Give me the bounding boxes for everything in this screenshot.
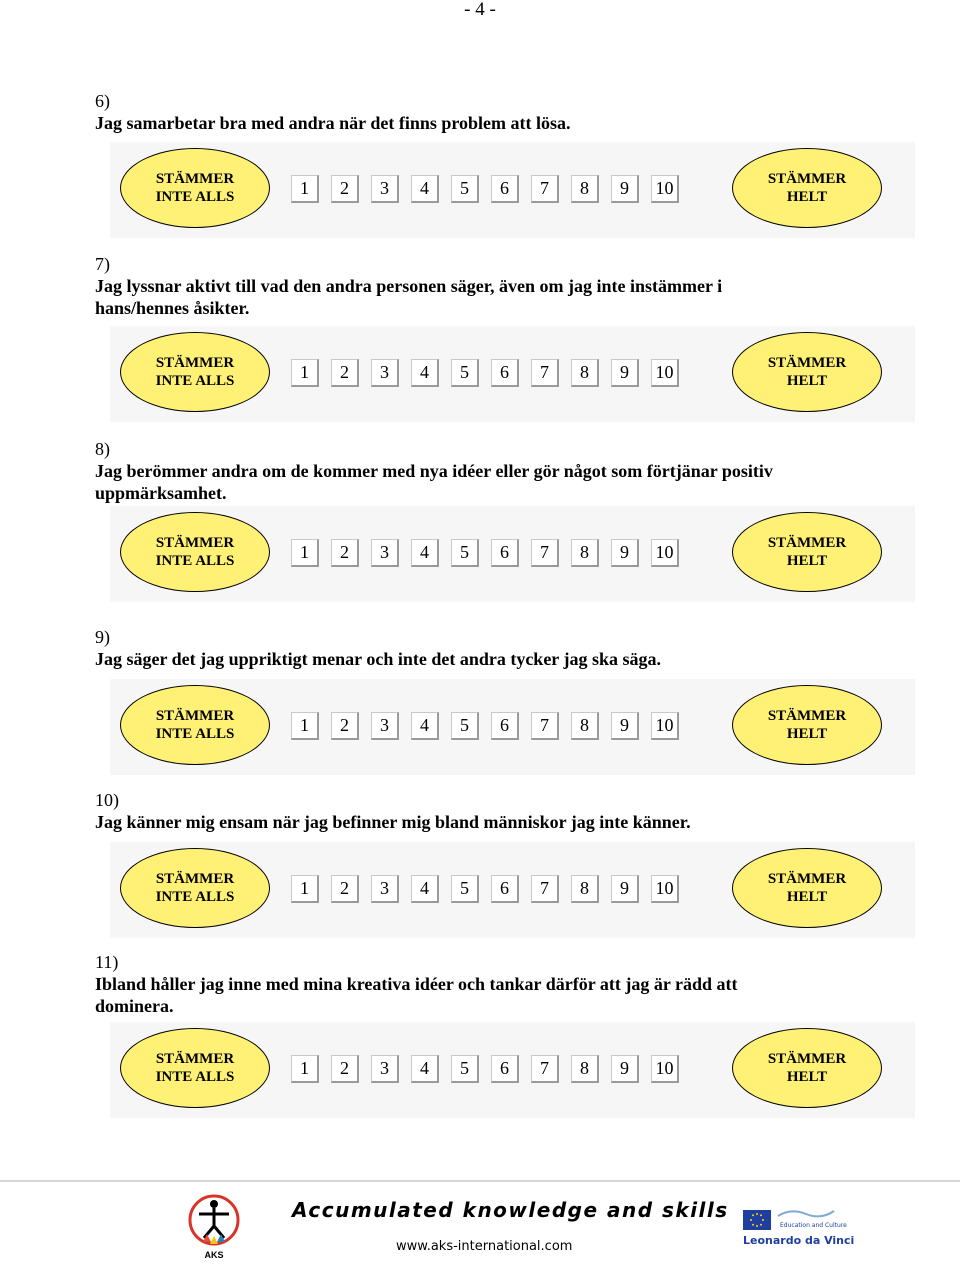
rating-scale-8 [110, 506, 915, 602]
score-8[interactable]: 8 [571, 359, 599, 387]
leonardo-logo-mark [776, 1208, 836, 1218]
score-10[interactable]: 10 [651, 539, 679, 567]
score-8[interactable]: 8 [571, 1055, 599, 1083]
score-2[interactable]: 2 [331, 359, 359, 387]
question-text-continued: hans/hennes åsikter. [95, 298, 250, 318]
score-6[interactable]: 6 [491, 359, 519, 387]
question-11 [95, 951, 865, 1017]
score-3[interactable]: 3 [371, 539, 399, 567]
question-number: 9) [95, 627, 110, 647]
agree-label: STÄMMER HELT [732, 332, 882, 412]
score-options [291, 875, 679, 903]
agree-label: STÄMMER HELT [732, 512, 882, 592]
score-3[interactable]: 3 [371, 359, 399, 387]
disagree-label: STÄMMER INTE ALLS [120, 685, 270, 765]
score-1[interactable]: 1 [291, 359, 319, 387]
score-6[interactable]: 6 [491, 875, 519, 903]
disagree-label: STÄMMER INTE ALLS [120, 512, 270, 592]
score-9[interactable]: 9 [611, 875, 639, 903]
score-10[interactable]: 10 [651, 875, 679, 903]
footer-title: Accumulated knowledge and skills [292, 1198, 729, 1222]
disagree-label: STÄMMER INTE ALLS [120, 148, 270, 228]
score-10[interactable]: 10 [651, 175, 679, 203]
aks-logo [185, 1192, 243, 1262]
agree-label: STÄMMER HELT [732, 1028, 882, 1108]
score-2[interactable]: 2 [331, 1055, 359, 1083]
agree-label: STÄMMER HELT [732, 848, 882, 928]
score-6[interactable]: 6 [491, 175, 519, 203]
question-text-continued: dominera. [95, 996, 174, 1016]
question-8 [95, 438, 865, 504]
score-10[interactable]: 10 [651, 1055, 679, 1083]
question-number: 11) [95, 952, 119, 972]
score-9[interactable]: 9 [611, 359, 639, 387]
score-options [291, 175, 679, 203]
question-text: Jag lyssnar aktivt till vad den andra personen säger, även om jag inte instämmer i [95, 276, 723, 296]
score-1[interactable]: 1 [291, 875, 319, 903]
score-4[interactable]: 4 [411, 1055, 439, 1083]
score-7[interactable]: 7 [531, 539, 559, 567]
score-5[interactable]: 5 [451, 359, 479, 387]
score-10[interactable]: 10 [651, 359, 679, 387]
rating-scale-9 [110, 679, 915, 775]
score-2[interactable]: 2 [331, 175, 359, 203]
score-7[interactable]: 7 [531, 175, 559, 203]
score-4[interactable]: 4 [411, 175, 439, 203]
rating-scale-6 [110, 142, 915, 238]
score-9[interactable]: 9 [611, 175, 639, 203]
score-5[interactable]: 5 [451, 175, 479, 203]
score-2[interactable]: 2 [331, 539, 359, 567]
score-3[interactable]: 3 [371, 712, 399, 740]
question-9 [95, 626, 865, 670]
agree-label: STÄMMER HELT [732, 685, 882, 765]
score-7[interactable]: 7 [531, 712, 559, 740]
score-9[interactable]: 9 [611, 712, 639, 740]
score-9[interactable]: 9 [611, 1055, 639, 1083]
score-8[interactable]: 8 [571, 875, 599, 903]
question-text: Ibland håller jag inne med mina kreativa idéer och tankar därför att jag är rädd att [95, 974, 738, 994]
score-3[interactable]: 3 [371, 1055, 399, 1083]
score-4[interactable]: 4 [411, 359, 439, 387]
question-number: 6) [95, 91, 110, 111]
rating-scale-10 [110, 842, 915, 938]
score-2[interactable]: 2 [331, 712, 359, 740]
leonardo-label: Leonardo da Vinci [743, 1234, 855, 1247]
question-text: Jag samarbetar bra med andra när det finns problem att lösa. [95, 113, 571, 133]
score-8[interactable]: 8 [571, 712, 599, 740]
score-5[interactable]: 5 [451, 1055, 479, 1083]
score-1[interactable]: 1 [291, 175, 319, 203]
disagree-label: STÄMMER INTE ALLS [120, 1028, 270, 1108]
footer-divider [0, 1180, 960, 1182]
eu-flag-icon [743, 1210, 771, 1230]
question-10 [95, 789, 865, 833]
score-5[interactable]: 5 [451, 712, 479, 740]
score-4[interactable]: 4 [411, 539, 439, 567]
question-text: Jag känner mig ensam när jag befinner mig bland människor jag inte känner. [95, 812, 691, 832]
score-5[interactable]: 5 [451, 539, 479, 567]
question-number: 7) [95, 254, 110, 274]
score-3[interactable]: 3 [371, 875, 399, 903]
aks-logo-text: AKS [204, 1250, 224, 1260]
score-2[interactable]: 2 [331, 875, 359, 903]
score-options [291, 712, 679, 740]
disagree-label: STÄMMER INTE ALLS [120, 848, 270, 928]
score-1[interactable]: 1 [291, 539, 319, 567]
rating-scale-7 [110, 326, 915, 422]
score-8[interactable]: 8 [571, 539, 599, 567]
footer-url[interactable]: www.aks-international.com [396, 1239, 573, 1254]
question-7 [95, 253, 865, 319]
education-culture-label: Education and Culture [780, 1222, 847, 1229]
score-3[interactable]: 3 [371, 175, 399, 203]
score-5[interactable]: 5 [451, 875, 479, 903]
score-1[interactable]: 1 [291, 1055, 319, 1083]
question-text: Jag säger det jag uppriktigt menar och inte det andra tycker jag ska säga. [95, 649, 661, 669]
score-options [291, 539, 679, 567]
question-number: 10) [95, 790, 119, 810]
score-9[interactable]: 9 [611, 539, 639, 567]
score-7[interactable]: 7 [531, 359, 559, 387]
score-7[interactable]: 7 [531, 875, 559, 903]
agree-label: STÄMMER HELT [732, 148, 882, 228]
question-6 [95, 90, 865, 134]
score-6[interactable]: 6 [491, 539, 519, 567]
question-number: 8) [95, 439, 110, 459]
rating-scale-11 [110, 1022, 915, 1118]
score-7[interactable]: 7 [531, 1055, 559, 1083]
score-8[interactable]: 8 [571, 175, 599, 203]
question-text: Jag berömmer andra om de kommer med nya idéer eller gör något som förtjänar positiv [95, 461, 773, 481]
page-number: - 4 - [464, 0, 496, 20]
score-4[interactable]: 4 [411, 875, 439, 903]
question-text-continued: uppmärksamhet. [95, 483, 227, 503]
score-6[interactable]: 6 [491, 1055, 519, 1083]
disagree-label: STÄMMER INTE ALLS [120, 332, 270, 412]
score-1[interactable]: 1 [291, 712, 319, 740]
score-10[interactable]: 10 [651, 712, 679, 740]
score-options [291, 1055, 679, 1083]
score-4[interactable]: 4 [411, 712, 439, 740]
score-6[interactable]: 6 [491, 712, 519, 740]
score-options [291, 359, 679, 387]
